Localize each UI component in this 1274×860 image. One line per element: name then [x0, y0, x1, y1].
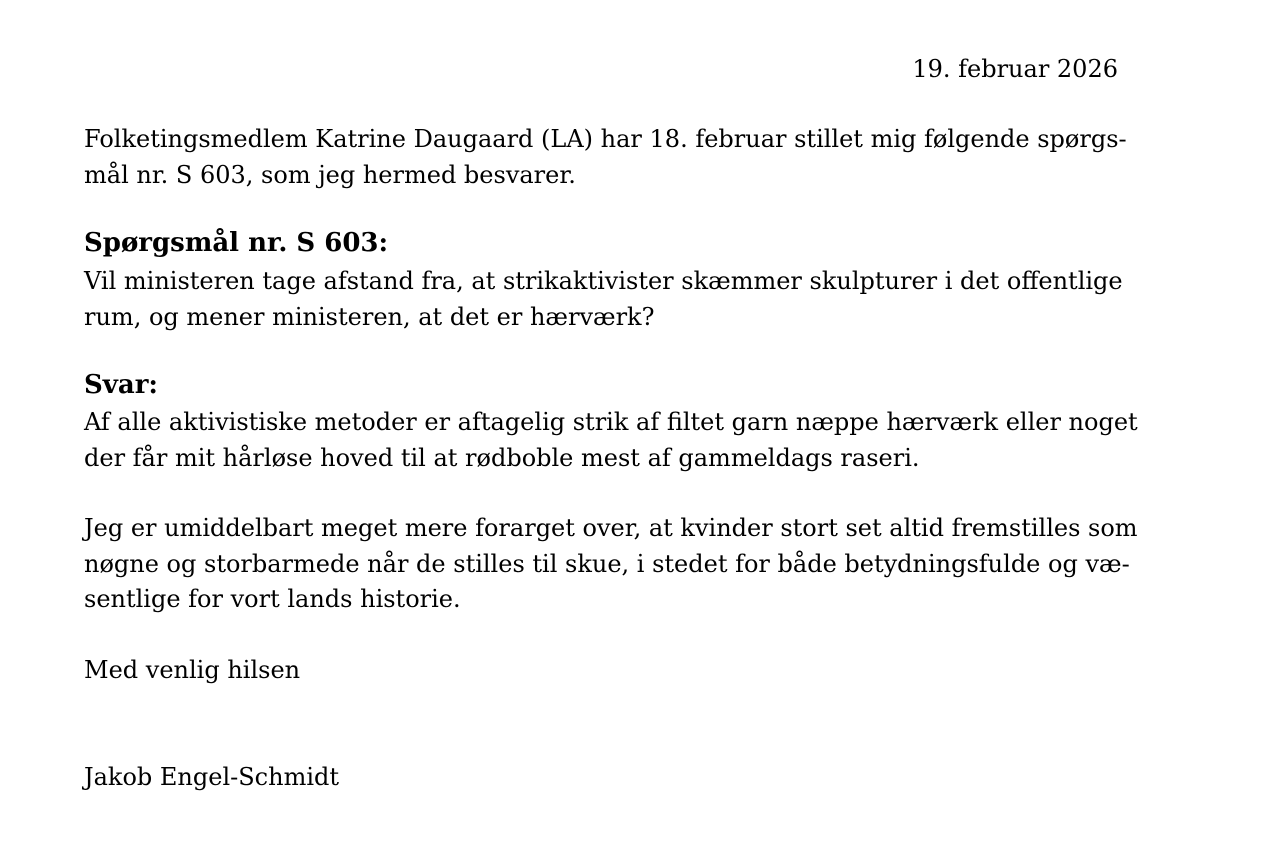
answer-heading: Svar: — [84, 370, 159, 400]
answer-line: nøgne og storbarmede når de stilles til skue, i stedet for både betydningsfulde og væ- — [84, 549, 1130, 578]
letter-date: 19. februar 2026 — [912, 55, 1118, 83]
answer-line: Af alle aktivistiske metoder er aftagelig strik af filtet garn næppe hærværk eller noget — [84, 408, 1138, 436]
answer-line: Jeg er umiddelbart meget mere forarget over, at kvinder stort set altid fremstilles som — [84, 514, 1138, 542]
question-text — [84, 264, 1123, 335]
question-line: Vil ministeren tage afstand fra, at strikaktivister skæmmer skulpturer i det offentlige — [84, 267, 1123, 295]
answer-line: der får mit hårløse hoved til at rødboble mest af gammeldags raseri. — [84, 443, 920, 472]
answer-line: sentlige for vort lands historie. — [84, 585, 461, 613]
intro-line: mål nr. S 603, som jeg hermed besvarer. — [84, 160, 576, 189]
letter-page — [84, 0, 1138, 860]
question-heading: Spørgsmål nr. S 603: — [84, 228, 389, 258]
answer-paragraph-2 — [84, 511, 1138, 618]
closing-salutation — [84, 653, 1118, 689]
intro-line: Folketingsmedlem Katrine Daugaard (LA) har 18. februar stillet mig følgende spørgs- — [84, 125, 1127, 153]
intro-paragraph — [84, 122, 1127, 193]
answer-paragraph-1 — [84, 405, 1138, 476]
closing-text: Med venlig hilsen — [84, 656, 301, 684]
signature — [84, 760, 1118, 796]
signature-name: Jakob Engel-Schmidt — [84, 763, 340, 791]
question-line: rum, og mener ministeren, at det er hærværk? — [84, 302, 655, 331]
